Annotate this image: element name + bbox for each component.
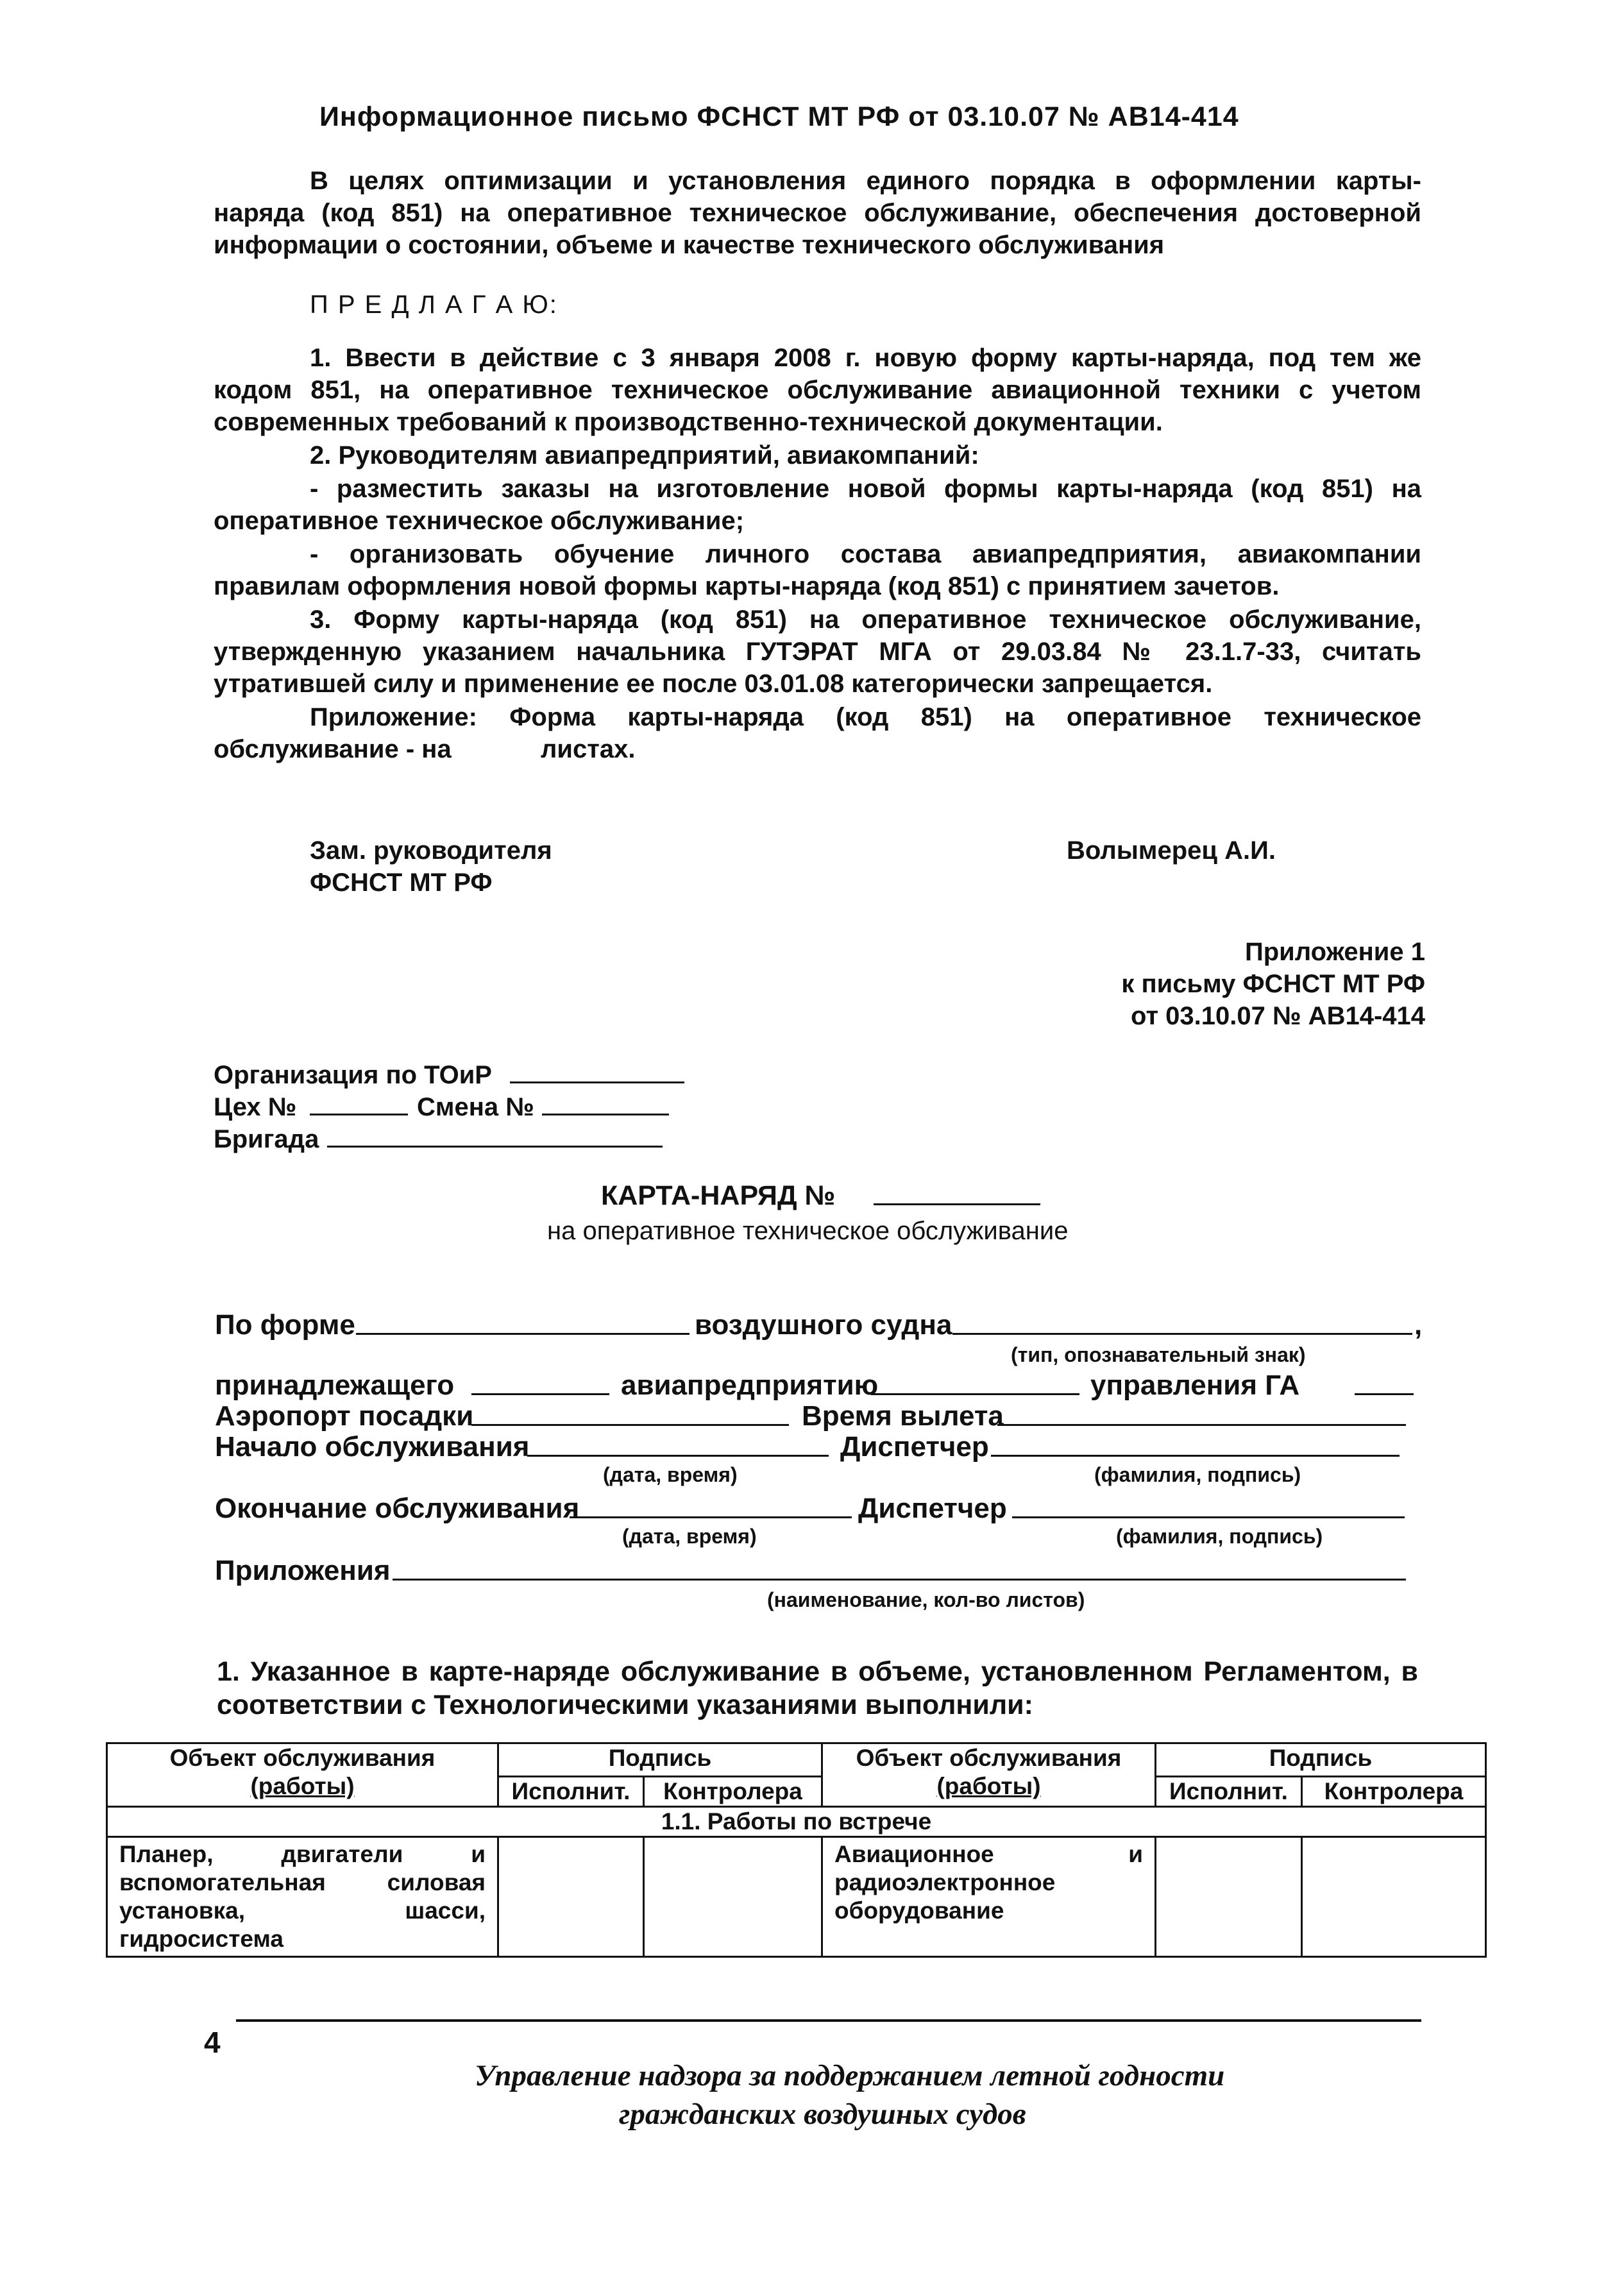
executor-header-right: Исполнит. [1156, 1777, 1302, 1807]
object-header-right [822, 1743, 1156, 1807]
attachment-line-2: обслуживание - на [214, 735, 452, 763]
signature-position-1: Зам. руководителя [310, 836, 552, 865]
object-header-right-1: Объект обслуживания [856, 1745, 1122, 1771]
item-3-line-2: утвержденную указанием начальника ГУТЭРАТ МГА от 29.03.84 № 23.1.7-33, считать [214, 638, 1421, 666]
belonging-field[interactable] [471, 1393, 609, 1395]
row1-controller-right[interactable] [1302, 1837, 1486, 1957]
intro-line-1: В целях оптимизации и установления единого порядка в оформлении карты- [310, 167, 1421, 195]
aircraft-label: воздушного судна [695, 1309, 952, 1341]
departure-field[interactable] [997, 1424, 1406, 1426]
ga-label: управления ГА [1090, 1369, 1300, 1401]
enterprise-label: авиапредприятию [621, 1369, 879, 1401]
controller-header-left: Контролера [644, 1777, 822, 1807]
item-1-line-3: современных требований к производственно-технической документации. [214, 408, 1163, 436]
intro-line-2: наряда (код 851) на оперативное техническое обслуживание, обеспечения достоверной [214, 199, 1421, 227]
signature-header-right: Подпись [1156, 1743, 1486, 1777]
object-header-left-1: Объект обслуживания [169, 1745, 436, 1771]
item-1-line-2: кодом 851, на оперативное техническое обслуживание авиационной техники с учетом [214, 376, 1421, 404]
section-row-meeting: 1.1. Работы по встрече [107, 1807, 1486, 1837]
attachment-line-1: Приложение: Форма карты-наряда (код 851) на оперативное техническое [310, 703, 1421, 731]
footer-line-1: Управление надзора за поддержанием летной годности [475, 2059, 1225, 2092]
row1-executor-right[interactable] [1156, 1837, 1302, 1957]
attach-hint: (наименование, кол-во листов) [767, 1588, 1085, 1611]
workshop-label: Цех № [214, 1093, 297, 1121]
row1-executor-left[interactable] [498, 1837, 644, 1957]
airport-label: Аэропорт посадки [215, 1400, 474, 1432]
work-table [106, 1742, 1487, 1958]
workshop-field[interactable] [310, 1114, 408, 1115]
aircraft-comma: , [1414, 1309, 1423, 1341]
start-label: Начало обслуживания [215, 1431, 530, 1462]
section1-line-1: 1. Указанное в карте-наряде обслуживание в объеме, установленном Регламентом, в [217, 1656, 1418, 1687]
by-form-field[interactable] [356, 1333, 689, 1335]
date-time-hint: (дата, время) [603, 1463, 738, 1486]
airport-field[interactable] [471, 1424, 789, 1426]
item-2-line-4: - организовать обучение личного состава авиапредприятия, авиакомпании [310, 540, 1421, 568]
controller-header-right: Контролера [1302, 1777, 1486, 1807]
attachment-line-2-sheets: листах. [541, 735, 636, 763]
object-header-left-2: (работы) [250, 1773, 355, 1799]
dispatcher-label: Диспетчер [840, 1431, 989, 1462]
signature-position-2: ФСНСТ МТ РФ [310, 869, 493, 897]
item-2-line-1: 2. Руководителям авиапредприятий, авиакомпаний: [310, 441, 979, 470]
section1-line-2: соответствии с Технологическими указаниями выполнили: [217, 1690, 1033, 1720]
signature-name: Волымерец А.И. [1067, 836, 1276, 865]
item-3-line-1: 3. Форму карты-наряда (код 851) на оперативное техническое обслуживание, [310, 606, 1421, 634]
card-title: КАРТА-НАРЯД № [601, 1180, 836, 1211]
footer-rule [236, 2019, 1421, 2022]
dispatcher-field[interactable] [991, 1455, 1400, 1457]
date-time-hint-2: (дата, время) [622, 1525, 757, 1548]
aircraft-field[interactable] [952, 1333, 1412, 1335]
departure-label: Время вылета [802, 1400, 1004, 1432]
belonging-label: принадлежащего [215, 1369, 455, 1401]
card-subtitle: на оперативное техническое обслуживание [547, 1217, 1069, 1245]
card-number-field[interactable] [874, 1203, 1040, 1205]
document-title: Информационное письмо ФСНСТ МТ РФ от 03.10.07 № АВ14-414 [319, 101, 1239, 132]
footer-line-2: гражданских воздушных судов [619, 2098, 1026, 2131]
intro-line-3: информации о состоянии, объеме и качестве технического обслуживания [214, 231, 1165, 259]
row1-object-left: Планер, двигатели и вспомогательная силовая установка, шасси, гидросистема [107, 1837, 498, 1957]
dispatcher2-field[interactable] [1012, 1516, 1405, 1518]
appendix-line-2: к письму ФСНСТ МТ РФ [1121, 970, 1425, 998]
signature-header-left: Подпись [498, 1743, 822, 1777]
by-form-label: По форме [215, 1309, 355, 1341]
attachments-field[interactable] [393, 1579, 1406, 1581]
org-field[interactable] [510, 1081, 684, 1083]
row1-controller-left[interactable] [644, 1837, 822, 1957]
org-label: Организация по ТОиР [214, 1061, 492, 1089]
start-field[interactable] [527, 1455, 829, 1457]
dispatcher2-label: Диспетчер [858, 1493, 1007, 1524]
item-3-line-3: утратившей силу и применение ее после 03.01.08 категорически запрещается. [214, 670, 1213, 698]
enterprise-field[interactable] [871, 1393, 1079, 1395]
item-2-line-3: оперативное техническое обслуживание; [214, 507, 745, 535]
brigade-field[interactable] [327, 1146, 663, 1148]
shift-label: Смена № [417, 1093, 534, 1121]
brigade-label: Бригада [214, 1125, 319, 1153]
end-label: Окончание обслуживания [215, 1493, 580, 1524]
name-sign-hint-2: (фамилия, подпись) [1116, 1525, 1323, 1548]
appendix-line-1: Приложение 1 [1245, 938, 1425, 966]
executor-header-left: Исполнит. [498, 1777, 644, 1807]
name-sign-hint: (фамилия, подпись) [1094, 1463, 1301, 1486]
propose-heading: П Р Е Д Л А Г А Ю: [310, 291, 558, 319]
row1-object-right: Авиационное и радиоэлектронное оборудование [822, 1837, 1156, 1957]
attachments-label: Приложения [215, 1555, 391, 1586]
end-field[interactable] [570, 1516, 852, 1518]
item-1-line-1: 1. Ввести в действие с 3 января 2008 г. новую форму карты-наряда, под тем же [310, 344, 1421, 372]
item-2-line-2: - разместить заказы на изготовление новой формы карты-наряда (код 851) на [310, 475, 1421, 503]
appendix-line-3: от 03.10.07 № АВ14-414 [1131, 1002, 1425, 1030]
object-header-left [107, 1743, 498, 1807]
shift-field[interactable] [542, 1114, 669, 1115]
item-2-line-5: правилам оформления новой формы карты-наряда (код 851) с принятием зачетов. [214, 572, 1280, 600]
type-hint: (тип, опознавательный знак) [1011, 1343, 1306, 1366]
page-number: 4 [204, 2026, 221, 2059]
object-header-right-2: (работы) [936, 1773, 1041, 1799]
ga-field[interactable] [1355, 1393, 1414, 1395]
